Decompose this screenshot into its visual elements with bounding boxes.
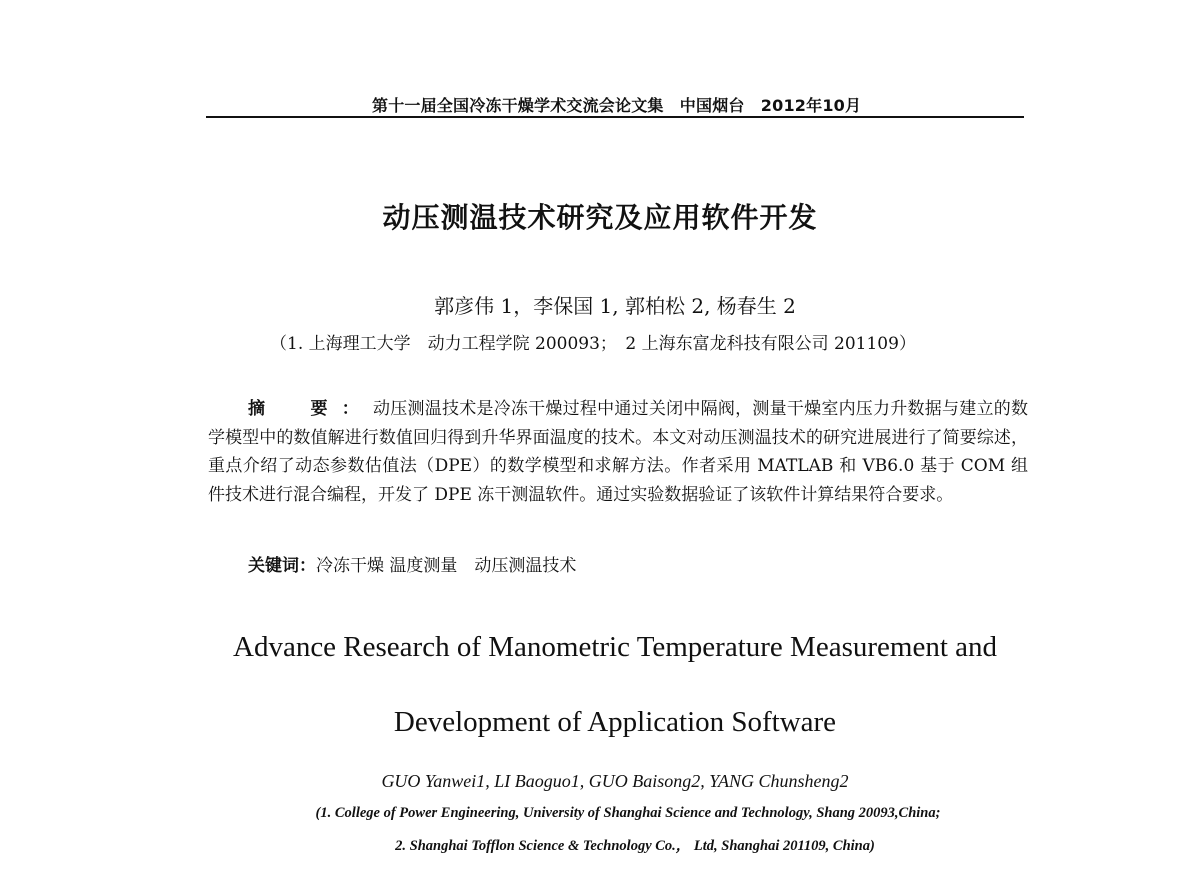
english-title-line-2: Development of Application Software [393, 706, 837, 738]
chinese-title: 动压测温技术研究及应用软件开发 [382, 201, 818, 234]
header-rule [206, 116, 1024, 118]
chinese-keywords [248, 551, 576, 576]
keywords-label: 关键词： [248, 556, 316, 576]
keywords-text: 冷冻干燥 温度测量 动压测温技术 [316, 556, 577, 576]
english-authors: GUO Yanwei1, LI Baoguo1, GUO Baisong2, YANG Chunsheng2 [381, 771, 849, 791]
english-title-line-1: Advance Research of Manometric Temperature Measurement and [233, 631, 997, 663]
chinese-affiliations: （1. 上海理工大学 动力工程学院 200093； 2 上海东富龙科技有限公司 201109） [270, 334, 916, 354]
chinese-authors: 郭彦伟 1，李保国 1, 郭柏松 2, 杨春生 2 [434, 294, 796, 318]
english-affiliation-line-2: 2. Shanghai Tofflon Science & Technology Co.， Ltd, Shanghai 201109, China) [395, 838, 875, 854]
running-header: 第十一届全国冷冻干燥学术交流会论文集 中国烟台 2012年10月 [372, 96, 862, 115]
english-affiliation-line-1: (1. College of Power Engineering, University of Shanghai Science and Technology, Shang 20093,China; [315, 805, 941, 821]
chinese-abstract [208, 395, 1028, 509]
abstract-label: 摘 要： [248, 399, 373, 419]
abstract-text: 动压测温技术是冷冻干燥过程中通过关闭中隔阀，测量干燥室内压力升数据与建立的数学模型中的数值解进行数值回归得到升华界面温度的技术。本文对动压测温技术的研究进展进行了简要综述，重点介绍了动态参数估值法（DPE）的数学模型和求解方法。作者采用 MATLAB 和 VB6.0 基于 COM 组件技术进行混合编程，开发了 DPE 冻干测温软件。通过实验数据验证了该软件计算结果符合要求。 [208, 399, 1029, 505]
